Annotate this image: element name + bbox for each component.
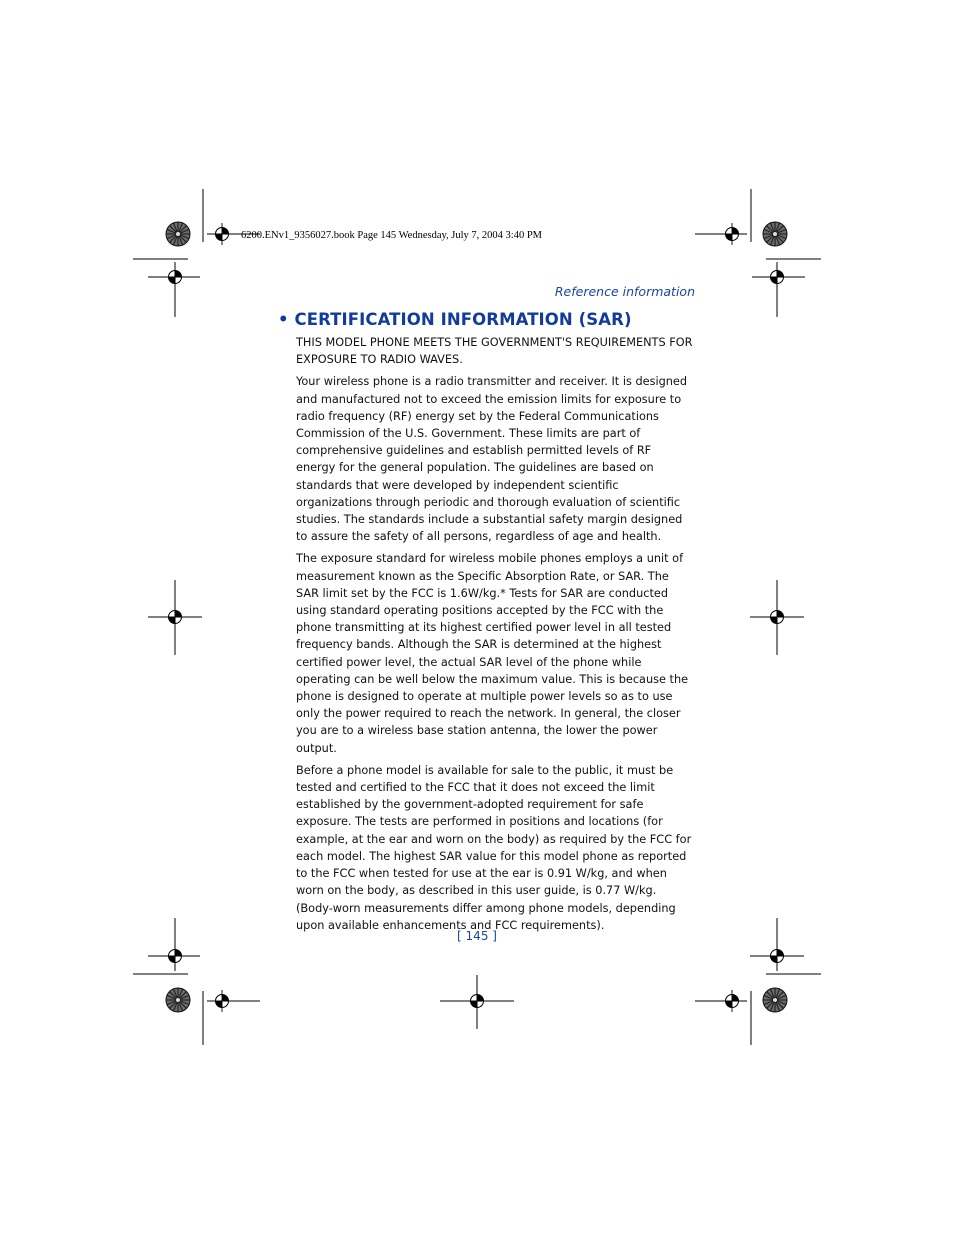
body-paragraph: Your wireless phone is a radio transmitter and receiver. It is designed and manufactured not to exceed the emission limits for exposure to radio frequency (RF) energy set by the Federal Communications Commission of the U.S. Government. These limits are part of comprehensive guidelines and establish permitted levels of RF energy for the general population. The guidelines are based on standards that were developed by independent scientific organizations through periodic and thorough evaluation of scientific studies. The standards include a substantial safety margin designed to assure the safety of all persons, regardless of age and health. <box>296 375 688 544</box>
running-head: Reference information <box>554 284 695 299</box>
body-paragraph: The exposure standard for wireless mobile phones employs a unit of measurement known as the Specific Absorption Rate, or SAR. The SAR limit set by the FCC is 1.6W/kg.* Tests for SAR are conducted using standard operating positions accepted by the FCC with the phone transmitting at its highest certified power level in all tested frequency bands. Although the SAR is determined at the highest certified power level, the actual SAR level of the phone while operating can be well below the maximum value. This is because the phone is designed to operate at multiple power levels so as to use only the power required to reach the network. In general, the closer you are to a wireless base station antenna, the lower the power output. <box>296 552 689 755</box>
bullet-icon: • <box>278 310 289 329</box>
color-wheel-mark-icon <box>763 988 787 1012</box>
compliance-statement: THIS MODEL PHONE MEETS THE GOVERNMENT'S REQUIREMENTS FOR EXPOSURE TO RADIO WAVES. <box>296 336 693 367</box>
body-paragraph: Before a phone model is available for sale to the public, it must be tested and certified to the FCC that it does not exceed the limit established by the government-adopted requirement for safe exposure. The tests are performed in positions and locations (for example, at the ear and worn on the body) as required by the FCC for each model. The highest SAR value for this model phone as reported to the FCC when tested for use at the ear is 0.91 W/kg, and when worn on the body, as described in this user guide, is 0.77 W/kg. (Body-worn measurements differ among phone models, depending upon available enhancements and FCC requirements). <box>296 763 692 932</box>
section-body <box>296 334 694 939</box>
crop-mark-icon <box>440 975 514 1029</box>
section-heading <box>278 310 632 329</box>
color-wheel-mark-icon <box>166 988 190 1012</box>
color-wheel-mark-icon <box>763 222 787 246</box>
page-number: [ 145 ] <box>457 929 497 943</box>
section-title: CERTIFICATION INFORMATION (SAR) <box>294 310 632 329</box>
print-slug: 6200.ENv1_9356027.book Page 145 Wednesday, July 7, 2004 3:40 PM <box>241 230 543 241</box>
crop-mark-icon <box>695 189 821 317</box>
crop-mark-icon <box>133 189 260 317</box>
color-wheel-mark-icon <box>166 222 190 246</box>
